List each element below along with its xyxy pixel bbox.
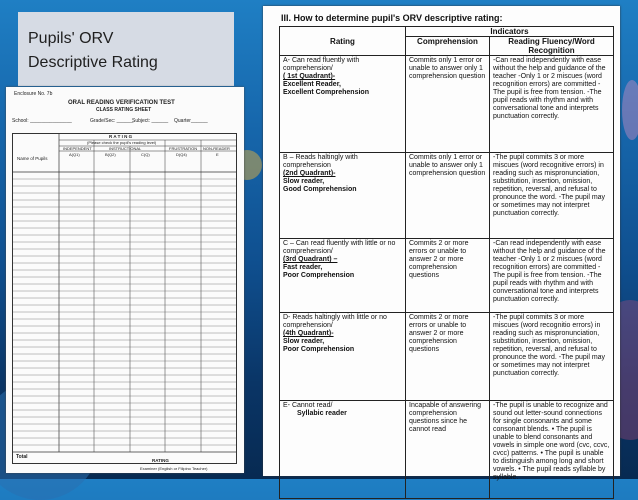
rating-quadrant: (4th Quadrant)- (283, 330, 334, 337)
rating-grid (12, 133, 237, 464)
rating-cell (280, 153, 406, 239)
fluency-cell: -The pupil is unable to recognize and sound out letter-sound connections for single consonants and some consonant blends. • The pupil is unable to blend consonants and vowels in simple one word (cvc, ccvc, cvcc) patterns. • The pupil is unable to distinguish among long and short vowels. • The pupil reads syllable by syllable. (490, 401, 614, 499)
header-indicators: Indicators (406, 27, 614, 37)
table-header-row (280, 27, 614, 37)
quarter-field: Quarter______ (174, 118, 208, 124)
rating-by-label: RATING (152, 458, 169, 463)
fluency-cell: -Can read independently with ease without the help and guidance of the teacher -Only 1 or 2 miscues (word recognition errors) are committed -The pupil is free from tension. -The pupil reads with rhythm and with conversational tone and interprets punctuation correctly. (490, 239, 614, 313)
rating-label1: Slow reader, (283, 178, 325, 185)
category-independent: INDEPENDENT (63, 146, 92, 151)
rating-label: R A T I N G (109, 134, 133, 139)
comprehension-cell: Commits 2 or more errors or unable to answer 2 or more comprehension questions (406, 239, 490, 313)
category-non-reader: NON-READER (203, 146, 230, 151)
table-row (280, 401, 614, 499)
rating-quadrant: ( 1st Quadrant)- (283, 73, 336, 80)
rating-description: B – Reads haltingly with comprehension (283, 154, 358, 169)
rating-label1: Excellent Reader, (283, 81, 341, 88)
rating-label1: Slow reader, (283, 338, 325, 345)
fluency-cell: -The pupil commits 3 or more miscues (word recognitive errors) in reading such as mispronunciation, substitution, insertion, omission, repetition, reversal, and refusal to pronounce the word. -The pupil may or sometimes may not interpret punctuation correctly. (490, 153, 614, 239)
rating-quadrant: (3rd Quadrant) – (283, 256, 338, 263)
fluency-cell: -The pupil commits 3 or more miscues (word recognitio errors) in reading such as mispronunciation, substitution, insertion, omission, repetition, reversal, and refusal to pronounce the word. -The pupil may or sometimes may not interpret punctuation correctly. (490, 313, 614, 401)
rating-description: C – Can read fluently with little or no comprehension/ (283, 240, 396, 255)
examiner-label: Examiner (English or Filipino Teacher) (140, 466, 208, 471)
slide-title-line2: Descriptive Rating (28, 54, 158, 71)
slide-title-box (18, 12, 234, 86)
fluency-cell: -Can read independently with ease without the help and guidance of the teacher -Only 1 or 2 miscues (word recognition errors) are committed -The pupil is free from tension. -The pupil reads with rhythm and with conversational tone and interprets punctuation correctly. (490, 56, 614, 153)
code-d: D(Q4) (176, 152, 187, 157)
rating-cell (280, 239, 406, 313)
comprehension-cell: Incapable of answering comprehension questions since he cannot read (406, 401, 490, 499)
rating-label2: Excellent Comprehension (283, 89, 369, 96)
comprehension-cell: Commits only 1 error or unable to answer only 1 comprehension question (406, 56, 490, 153)
rating-label1: Syllabic reader (297, 410, 347, 417)
background-coral (622, 80, 638, 140)
school-field: School: _______________ (12, 118, 72, 124)
total-label: Total (16, 454, 28, 460)
subject-field: Subject: ______ (132, 118, 169, 124)
rating-description: A- Can read fluently with comprehension/ (283, 57, 360, 72)
name-column-header: Name of Pupils (17, 156, 48, 161)
table-row (280, 239, 614, 313)
form-title: ORAL READING VERIFICATION TEST (68, 100, 175, 106)
enclosure-label: Enclosure No. 7b (14, 91, 53, 97)
rating-cell (280, 313, 406, 401)
slide-title-line1: Pupils' ORV (28, 30, 114, 47)
section-title: III. How to determine pupil's ORV descriptive rating: (281, 13, 503, 23)
rating-quadrant: (2nd Quadrant)- (283, 170, 336, 177)
rating-description: E- Cannot read/ (283, 402, 333, 409)
header-fluency: Reading Fluency/Word Recognition (490, 37, 614, 56)
code-a: A(Q1) (69, 152, 80, 157)
table-row (280, 313, 614, 401)
rating-label2: Poor Comprehension (283, 346, 355, 353)
form-subtitle: CLASS RATING SHEET (96, 107, 152, 113)
code-e: E (216, 152, 219, 157)
rating-label1: Fast reader, (283, 264, 323, 271)
rating-table (279, 26, 614, 499)
header-comprehension: Comprehension (406, 37, 490, 56)
rating-description: D- Reads haltingly with little or no comprehension/ (283, 314, 387, 329)
rating-label2: Poor Comprehension (283, 272, 355, 279)
header-rating: Rating (280, 27, 406, 56)
grid-lines (13, 134, 236, 463)
rating-note: (Please check the pupil's reading level) (87, 140, 157, 145)
category-frustration: FRUSTRATION (169, 146, 198, 151)
descriptive-rating-guide (263, 6, 620, 481)
code-b: B(Q2) (105, 152, 116, 157)
comprehension-cell: Commits 2 or more errors or unable to answer 2 or more comprehension questions (406, 313, 490, 401)
rating-cell (280, 401, 406, 499)
comprehension-cell: Commits only 1 error or unable to answer only 1 comprehension question (406, 153, 490, 239)
code-c: C(Q) (141, 152, 150, 157)
table-row (280, 56, 614, 153)
rating-cell (280, 56, 406, 153)
table-row (280, 153, 614, 239)
class-rating-sheet (6, 87, 244, 473)
grade-field: Grade/Sec: ______ (90, 118, 134, 124)
rating-label2: Good Comprehension (283, 186, 357, 193)
category-instructional: INSTRUCTIONAL (109, 146, 142, 151)
